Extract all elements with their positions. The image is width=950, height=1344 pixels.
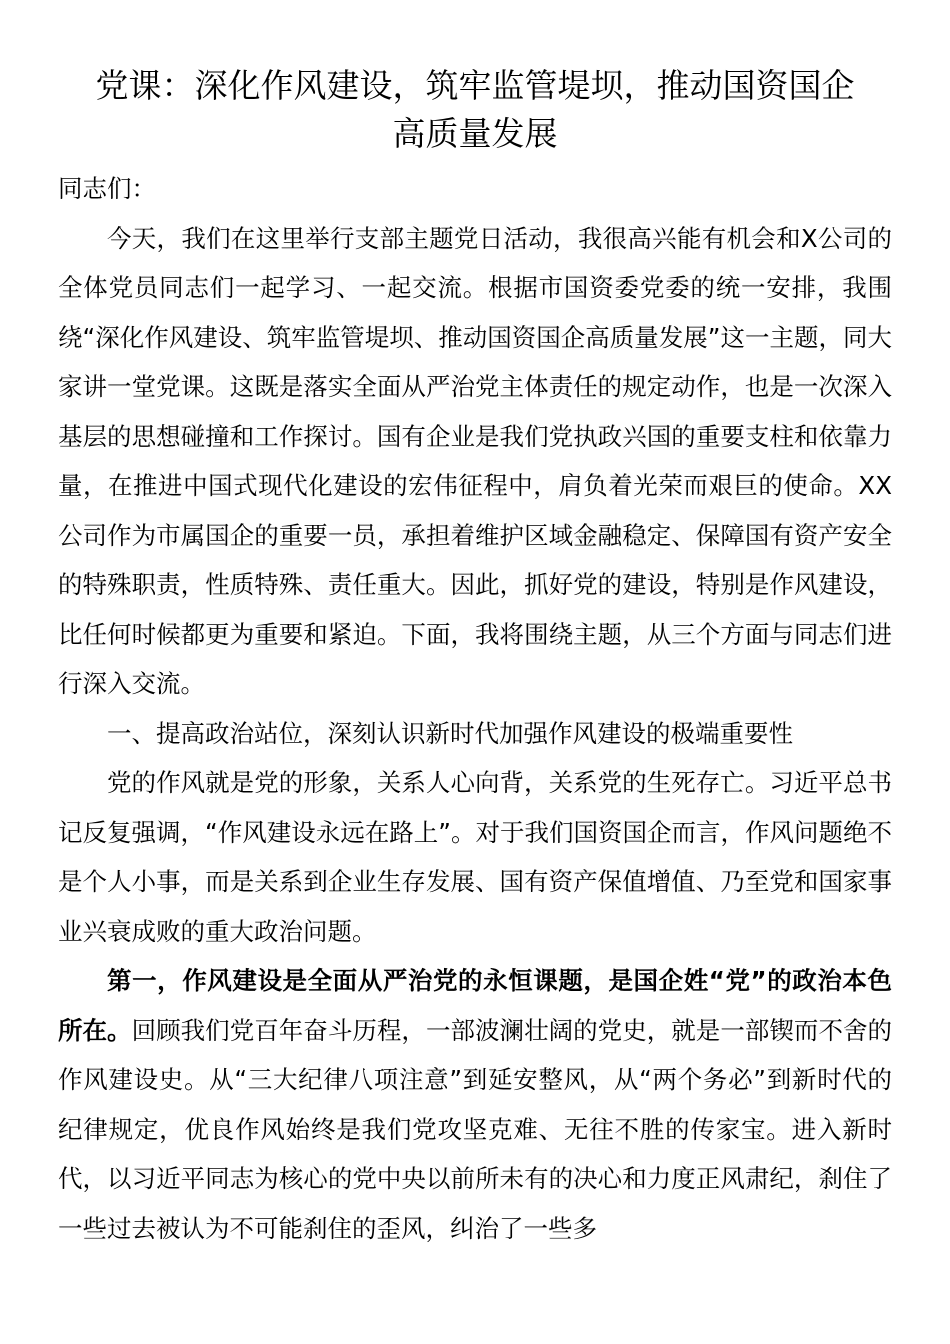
paragraph-style-importance: 党的作风就是党的形象，关系人心向背，关系党的生死存亡。习近平总书记反复强调，“作风建设永远在路上”。对于我们国资国企而言，作风问题绝不是个人小事，而是关系到企业生存发展、国有资产保值增值、乃至党和国家事业兴衰成败的重大政治问题。 xyxy=(58,768,892,946)
first-point-lead: 第一，作风建设是全面从严治党的永恒课题，是国企姓“党”的政治本色所在。 xyxy=(58,966,892,1045)
section-heading-1: 一、提高政治站位，深刻认识新时代加强作风建设的极端重要性 xyxy=(107,718,793,748)
document-title xyxy=(58,62,892,158)
document-body xyxy=(58,164,892,1253)
first-point-text: 回顾我们党百年奋斗历程，一部波澜壮阔的党史，就是一部锲而不舍的作风建设史。从“三大纪律八项注意”到延安整风，从“两个务必”到新时代的纪律规定，优良作风始终是我们党攻坚克难、无往不胜的传家宝。进入新时代，以习近平同志为核心的党中央以前所未有的决心和力度正风肃纪，刹住了一些过去被认为不可能刹住的歪风，纠治了一些多 xyxy=(58,1015,892,1243)
salutation: 同志们： xyxy=(58,174,156,203)
paragraph-intro: 今天，我们在这里举行支部主题党日活动，我很高兴能有机会和X公司的全体党员同志们一起学习、一起交流。根据市国资委党委的统一安排，我围绕“深化作风建设、筑牢监管堤坝、推动国资国企高质量发展”这一主题，同大家讲一堂党课。这既是落实全面从严治党主体责任的规定动作，也是一次深入基层的思想碰撞和工作探讨。国有企业是我们党执政兴国的重要支柱和依靠力量，在推进中国式现代化建设的宏伟征程中，肩负着光荣而艰巨的使命。XX公司作为市属国企的重要一员，承担着维护区域金融稳定、保障国有资产安全的特殊职责，性质特殊、责任重大。因此，抓好党的建设，特别是作风建设，比任何时候都更为重要和紧迫。下面，我将围绕主题，从三个方面与同志们进行深入交流。 xyxy=(58,223,892,698)
title-line-2: 高质量发展 xyxy=(392,114,558,153)
paragraph-first-point xyxy=(58,956,892,1253)
title-line-1: 党课：深化作风建设，筑牢监管堤坝，推动国资国企 xyxy=(95,66,855,105)
